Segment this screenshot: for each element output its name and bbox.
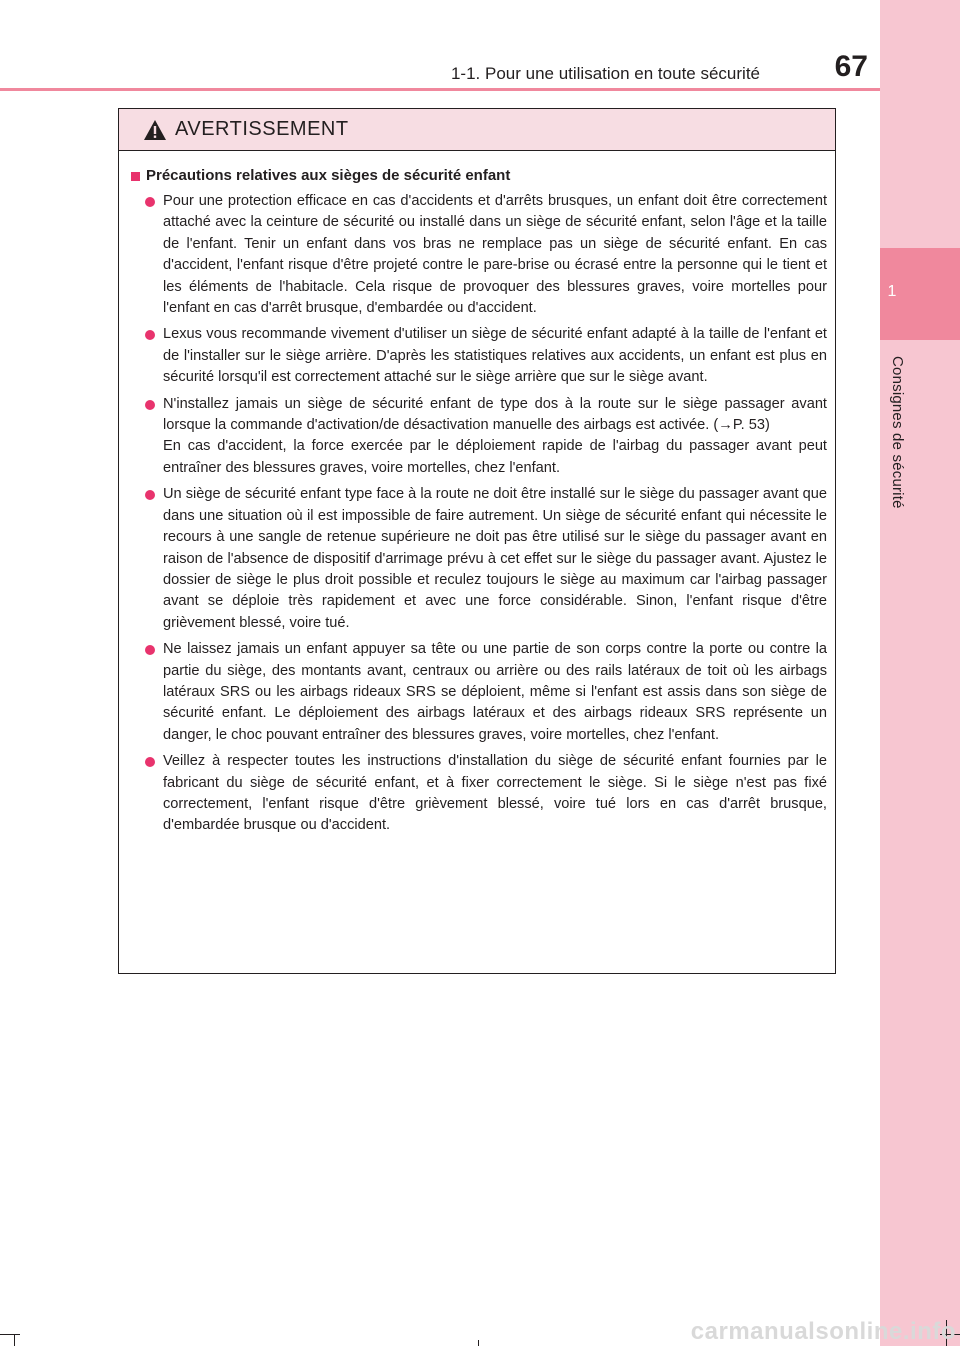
bullet-icon: [145, 490, 155, 500]
list-item: [129, 639, 827, 746]
crop-mark: [14, 1334, 15, 1346]
page-number: 67: [834, 50, 868, 83]
header-rule: [0, 88, 880, 91]
list-item-text: Pour une protection efficace en cas d'accidents et d'arrêts brusques, un enfant doit être correctement attaché avec la ceinture de sécurité ou installé dans un siège de sécurité enfant, selon l'âge et la taille de l'enfant. Tenir un enfant dans vos bras ne remplace pas un siège de sécurité enfant. En cas d'accident, l'enfant risque d'être projeté contre le pare-brise ou écrasé entre la personne qui le tient et les éléments de l'habitacle. Cela risque de provoquer des blessures graves, voire mortelles pour l'enfant en cas d'arrêt brusque, d'embardée ou d'accident.: [163, 193, 827, 317]
list-item: [129, 191, 827, 319]
crop-mark: [478, 1340, 479, 1346]
list-item: [129, 324, 827, 388]
bullet-icon: [145, 330, 155, 340]
bullet-icon: [145, 645, 155, 655]
list-item: [129, 394, 827, 480]
list-item-text: N'installez jamais un siège de sécurité enfant de type dos à la route sur le siège passager avant lorsque la commande d'activation/de désactivation manuelle des airbags est activée. (→P. 53): [163, 395, 827, 434]
warning-header: [119, 109, 835, 151]
list-item: [129, 484, 827, 634]
list-item-text-continued: En cas d'accident, la force exercée par le déploiement rapide de l'airbag du passager avant peut entraîner des blessures graves, voire mortelles, chez l'enfant.: [163, 438, 827, 476]
chapter-title: Consignes de sécurité: [889, 356, 906, 509]
list-item-text: Ne laissez jamais un enfant appuyer sa tête ou une partie de son corps contre la porte ou contre la partie du siège, des montants avant, centraux ou arrière ou des rails latéraux de toit où les airbags latéraux SRS ou les airbags rideaux SRS se déploient, même si l'enfant est assis dans son siège de sécurité enfant. Le déploiement des airbags latéraux et des airbags rideaux SRS représente un danger, le choc pouvant entraîner des blessures graves, voire mortelles, chez l'enfant.: [163, 641, 827, 743]
list-item-text: Lexus vous recommande vivement d'utiliser un siège de sécurité enfant adapté à la taille de l'enfant et de l'installer sur le siège arrière. D'après les statistiques relatives aux accidents, un enfant est plus en sécurité lorsqu'il est correctement attaché sur le siège arrière que sur le siège avant.: [163, 326, 827, 386]
warning-box: [118, 108, 836, 974]
chapter-number: 1: [887, 283, 897, 300]
square-bullet-icon: [131, 172, 140, 181]
bullet-icon: [145, 400, 155, 410]
subheading-text: Précautions relatives aux sièges de sécurité enfant: [146, 167, 511, 184]
watermark: carmanualsonline.info: [690, 1318, 956, 1345]
chapter-side-tab: [880, 0, 960, 1346]
bullet-icon: [145, 197, 155, 207]
section-title: 1-1. Pour une utilisation en toute sécurité: [450, 64, 760, 83]
list-item-text: Un siège de sécurité enfant type face à la route ne doit être installé sur le siège du passager avant que dans une situation où il est impossible de faire autrement. Un siège de sécurité enfant qui nécessite le recours à une sangle de retenue supérieure ne doit pas être utilisé sur le siège du passager avant en raison de l'absence de dispositif d'arrimage prévu à cet effet sur le siège du passager avant. Ajustez le dossier de siège le plus droit possible et reculez toujours le siège au maximum car l'airbag passager avant se déploie très rapidement et avec une force considérable. Sinon, l'enfant risque d'être grièvement blessé, voire tué.: [163, 486, 827, 631]
warning-title: AVERTISSEMENT: [175, 118, 349, 140]
list-item: [129, 751, 827, 837]
warning-triangle-icon: [143, 119, 167, 141]
crop-mark: [0, 1334, 20, 1335]
subheading: [129, 165, 827, 187]
list-item-text: Veillez à respecter toutes les instructions d'installation du siège de sécurité enfant fournies par le fabricant du siège de sécurité enfant, et à fixer correctement le siège. Si le siège n'est pas fixé correctement, l'enfant risque d'être grièvement blessé, voire tué lors en cas d'arrêt brusque, d'embardée brusque ou d'accident.: [163, 753, 827, 834]
warning-body: [119, 151, 835, 837]
bullet-icon: [145, 757, 155, 767]
